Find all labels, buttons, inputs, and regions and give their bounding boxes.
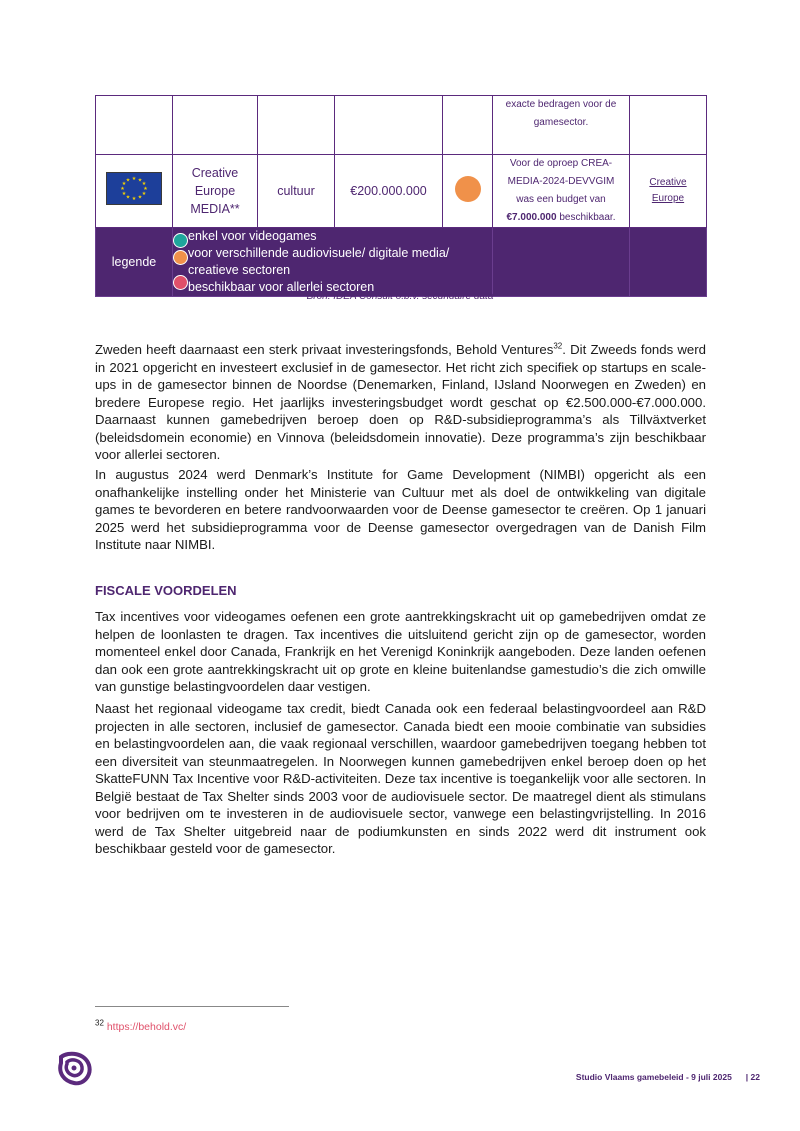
creative-europe-link[interactable]: Creative Europe xyxy=(630,155,707,228)
footnote-link[interactable]: https://behold.vc/ xyxy=(106,1021,187,1033)
table-row xyxy=(96,155,707,228)
svg-text:★: ★ xyxy=(125,177,131,184)
svg-text:★: ★ xyxy=(143,186,148,192)
legend-label: legende xyxy=(96,228,173,297)
table-cell-budget: €200.000.000 xyxy=(335,155,443,228)
svg-text:★: ★ xyxy=(141,191,147,197)
page-footer: Studio Vlaams gamebeleid - 9 juli 2025 | 22 xyxy=(575,1072,760,1082)
svg-text:★: ★ xyxy=(131,176,137,182)
orange-dot-icon xyxy=(173,250,188,265)
legend-item: voor verschillende audiovisuele/ digitale media/ creatieve sectoren xyxy=(173,245,492,279)
eu-flag-icon xyxy=(106,172,162,205)
red-dot-icon xyxy=(173,275,188,290)
paragraph: Tax incentives voor videogames oefenen een grote aantrekkingskracht uit op gamebedrijven omdat ze helpen de loonlasten te dragen. Tax incentives die uitsluitend gericht zijn op de gamesector, worden momenteel enkel door Canada, Frankrijk en het Verenigd Koninkrijk aangeboden. Deze landen oefenen dan ook een grote aantrekkingskracht uit op grote en kleine buitenlandse gamestudio’s die zich omwille van gunstige belastingvoordelen daar vestigen. xyxy=(95,609,706,694)
legend-item: enkel voor videogames xyxy=(173,228,492,245)
footnote-divider xyxy=(95,1006,289,1007)
paragraph: Zweden heeft daarnaast een sterk privaat investeringsfonds, Behold Ventures$^{32}$. Dit Zweeds fonds werd in 2021 opgericht en investeert exclusief in de gamesector. Het richt zich specifiek op startups en scale-ups in de gamesector binnen de Noordse (Denemarken, Finland, IJsland Noorwegen en Zweden) en bredere Europese regio. Het jaarlijks investeringsbudget wordt geschat op €2.500.000-€7.000.000. Daarnaast kunnen gamebedrijven beroep doen op R&D-subsidieprogramma’s als Tillväxtverket (beleidsdomein economie) en Vinnova (beleidsdomein innovatie). Deze programma’s zijn beschikbaar voor allerlei sectoren. xyxy=(95,341,706,462)
table-cell-flag xyxy=(96,155,173,228)
svg-text:★: ★ xyxy=(120,186,125,192)
table-row xyxy=(96,96,707,155)
paragraph: In augustus 2024 werd Denmark’s Institute for Game Development (NIMBI) opgericht als een onafhankelijke instelling onder het Ministerie van Cultuur met als doel de ontwikkeling van digitale games te bevorderen en betere randvoorwaarden voor de Deense gamesector te creëren. Op 1 januari 2025 werd het subsidieprogramma voor de Deense gamesector overgedragen van de Danish Film Institute naar NIMBI. xyxy=(95,467,706,552)
footnote-ref[interactable]: 32 xyxy=(553,341,563,351)
table-cell-program: Creative Europe MEDIA** xyxy=(173,155,258,228)
svg-text:★: ★ xyxy=(131,196,137,202)
page-number: | 22 xyxy=(745,1072,760,1082)
svg-text:★: ★ xyxy=(137,194,143,201)
table-cell-domain: cultuur xyxy=(258,155,335,228)
status-dot-icon xyxy=(455,176,481,202)
svg-text:★: ★ xyxy=(121,181,127,187)
table-cell-note: exacte bedragen voor de gamesector. xyxy=(493,96,630,155)
svg-text:★: ★ xyxy=(125,194,131,201)
svg-text:★: ★ xyxy=(137,177,143,184)
paragraph: Naast het regionaal videogame tax credit, biedt Canada ook een federaal belastingvoordeel aan R&D projecten in alle sectoren, inclusief de gamesector. Canada biedt een mooie combinatie van subsidies en belastingvoordelen aan, die vaak regionaal verschillen, waardoor gamebedrijven toegang hebben tot een diversiteit van steunmaatregelen. In Noorwegen kunnen gamebedrijven enkel beroep doen op het SkatteFUNN Tax Incentive voor R&D-activiteiten. Deze tax incentive is toegankelijk voor alle sectoren. In België bestaat de Tax Shelter sinds 2003 voor de audiovisuele sector. De maatregel dient als stimulans voor bedrijven om te investeren in de audiovisuele sector, vanwege een belastingvrijstelling. In 2016 werd de Tax Shelter uitgebreid naar de podiumkunsten en sinds 2022 werd dit instrument ook beschikbaar gesteld voor de gamesector. xyxy=(95,701,706,856)
legend-list xyxy=(173,228,493,297)
legend-row xyxy=(96,228,707,297)
table-cell-status xyxy=(443,155,493,228)
section-heading: FISCALE VOORDELEN xyxy=(95,583,237,598)
funding-table xyxy=(95,95,707,297)
table-caption: Bron: IDEA Consult o.b.v. secundaire data xyxy=(306,291,494,302)
svg-text:★: ★ xyxy=(141,181,147,187)
svg-text:★: ★ xyxy=(121,191,127,197)
studio-logo-icon xyxy=(55,1049,93,1092)
footnote: $^{32}$ https://behold.vc/ xyxy=(95,1018,187,1033)
table-cell-note: Voor de oproep CREA- MEDIA-2024-DEVVGIM was een budget van €7.000.000 beschikbaar. xyxy=(493,155,630,228)
legend-item: beschikbaar voor allerlei sectoren xyxy=(173,279,492,296)
